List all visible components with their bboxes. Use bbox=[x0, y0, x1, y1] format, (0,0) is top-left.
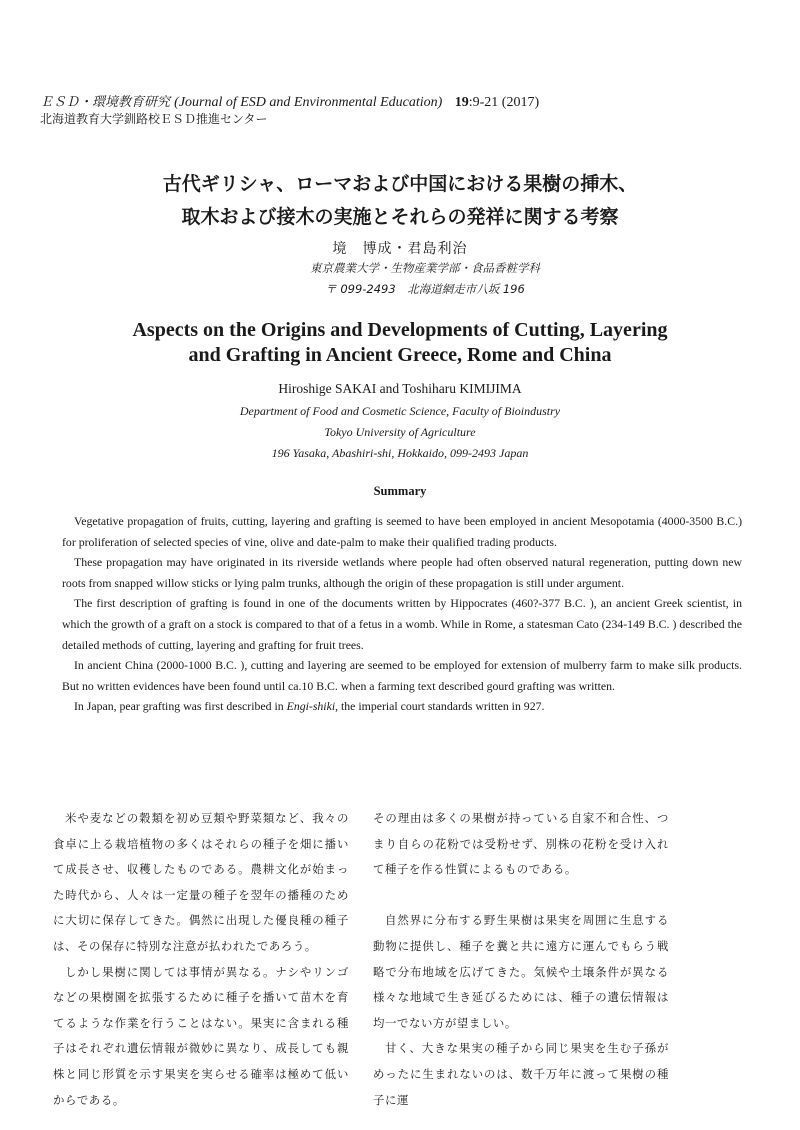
journal-name-en: (Journal of ESD and Environmental Education) bbox=[174, 95, 443, 110]
summary-paragraph-1: Vegetative propagation of fruits, cutting, layering and grafting is seemed to have been employed in ancient Mesopotamia (4000-3500 B.C.) for proliferation of selected species of vine, olive and date-palm to make their qualified trading products. bbox=[62, 514, 742, 549]
title-en-line1: Aspects on the Origins and Developments of Cutting, Layering bbox=[132, 319, 668, 341]
affiliation-en-line1: Department of Food and Cosmetic Science, Faculty of Bioindustry bbox=[239, 404, 561, 418]
summary-p5-pre: In Japan, pear grafting was first described in bbox=[74, 699, 287, 714]
summary-body bbox=[62, 511, 742, 717]
title-en-line2: and Grafting in Ancient Greece, Rome and China bbox=[188, 344, 612, 366]
journal-pages: :9-21 (2017) bbox=[468, 95, 540, 110]
journal-volume: 19 bbox=[454, 95, 469, 110]
title-ja bbox=[40, 168, 760, 234]
body-left-paragraph-2: しかし果樹に関しては事情が異なる。ナシやリンゴなどの果樹園を拡張するために種子を播いて苗木を育てるような作業を行うことはない。果実に含まれる種子はそれぞれ遺伝情報が微妙に異なり、成長しても親株と同じ形質を示す果実を実らせる確率は極めて低いからである。 bbox=[53, 964, 349, 1107]
summary-paragraph-5 bbox=[62, 696, 742, 717]
summary-paragraph-2: These propagation may have originated in its riverside wetlands where people had often observed natural regeneration, putting down new roots from snapped willow sticks or lying palm trunks, although the origin of these propagation is still under argument. bbox=[62, 555, 742, 590]
body-left-paragraph-1: 米や麦などの穀類を初め豆類や野菜類など、我々の食卓に上る栽培植物の多くはそれらの種子を畑に播いて成長させ、収穫したものである。農耕文化が始まった時代から、人々は一定量の種子を翌年の播種のために大切に保存してきた。偶然に出現した優良種の種子は、その保存に特別な注意が払われたであろう。 bbox=[53, 811, 349, 953]
title-en bbox=[40, 318, 760, 368]
summary-p5-em: Engi-shiki bbox=[286, 699, 336, 714]
affiliation-en bbox=[40, 401, 760, 464]
affiliation-ja-line2: 〒 099-2493 北海道網走市八坂 196 bbox=[325, 282, 525, 296]
journal-center: 北海道教育大学釧路校ＥＳＤ推進センター bbox=[40, 112, 268, 126]
body-right-paragraph-1: その理由は多くの果樹が持っている自家不和合性、つまり自らの花粉では受粉せず、別株の花粉を受け入れて種子を作る性質によるものである。 bbox=[373, 811, 669, 877]
title-ja-line1: 古代ギリシャ、ローマおよび中国における果樹の挿木、 bbox=[162, 173, 638, 195]
affiliation-en-line2: Tokyo University of Agriculture bbox=[324, 425, 476, 439]
summary-heading: Summary bbox=[373, 484, 427, 498]
title-ja-line2: 取木および接木の実施とそれらの発祥に関する考察 bbox=[181, 206, 619, 228]
affiliation-en-line3: 196 Yasaka, Abashiri-shi, Hokkaido, 099-2493 Japan bbox=[271, 446, 529, 460]
journal-name-ja: ＥＳＤ・環境教育研究 bbox=[40, 95, 171, 110]
body-right-paragraph-2: 自然界に分布する野生果樹は果実を周囲に生息する動物に提供し、種子を糞と共に遠方に運んでもらう戦略で分布地域を広げてきた。気候や土壌条件が異なる様々な地域で生き延びるためには、種子の遺伝情報は均一でない方が望ましい。 bbox=[373, 913, 669, 1030]
journal-volume-pages bbox=[455, 95, 539, 110]
journal-header bbox=[40, 94, 760, 128]
body-column-left bbox=[53, 806, 349, 1113]
body-right-paragraph-3: 甘く、大きな果実の種子から同じ果実を生む子孫がめったに生まれないのは、数千万年に渡って果樹の種子に運 bbox=[373, 1041, 669, 1107]
authors-en: Hiroshige SAKAI and Toshiharu KIMIJIMA bbox=[278, 381, 522, 396]
summary-paragraph-3: The first description of grafting is found in one of the documents written by Hippocrates (460?-377 B.C. ), an ancient Greek scientist, in which the growth of a graft on a stock is compared to that of a fetus in a womb. While in Rome, a statesman Cato (234-149 B.C. ) described the detailed methods of cutting, layering and grafting for fruit trees. bbox=[62, 596, 742, 652]
authors-ja: 境 博成・君島利治 bbox=[332, 241, 468, 257]
body-column-right bbox=[373, 806, 669, 1113]
affiliation-ja bbox=[0, 258, 800, 300]
summary-p5-post: , the imperial court standards written in 927. bbox=[335, 699, 545, 714]
affiliation-ja-line1: 東京農業大学・生物産業学部・食品香粧学科 bbox=[310, 261, 540, 275]
summary-paragraph-4: In ancient China (2000-1000 B.C. ), cutting and layering are seemed to be employed for extension of mulberry farm to make silk products. But no written evidences have been found until ca.10 B.C. when a farming text described gourd grafting was written. bbox=[62, 658, 742, 693]
